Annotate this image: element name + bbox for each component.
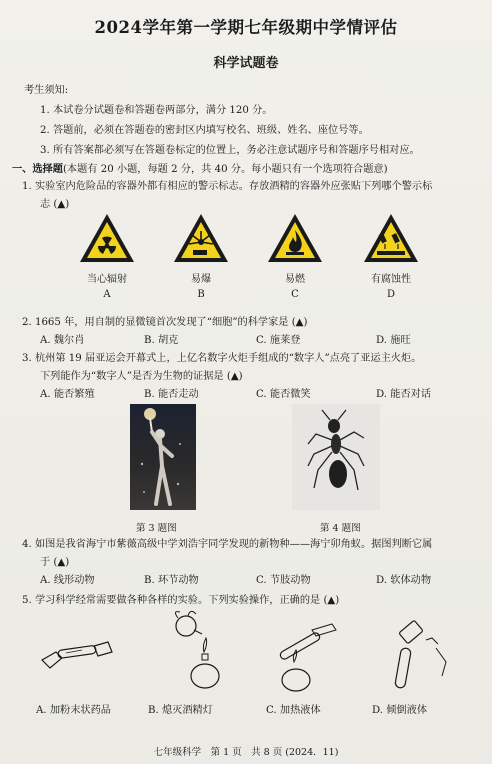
sign-caption: 当心辐射 [87, 274, 127, 285]
option-c[interactable]: C. 节肢动物 [256, 575, 311, 586]
sign-caption: 有腐蚀性 [371, 274, 411, 285]
figure-4-caption: 第 4 题图 [320, 523, 361, 534]
notice-item: 3. 所有答案都必须写在答题卷标定的位置上，务必注意试题序号和答题序号相对应。 [40, 145, 420, 156]
option-b[interactable]: B. 能否走动 [144, 389, 199, 400]
option-d[interactable]: D. 能否对话 [376, 389, 432, 400]
question-1-stem: 1. 实验室内危险品的容器外都有相应的警示标志。存放酒精的容器外应张贴下列哪个警示标 [22, 181, 433, 192]
heating-liquid-drawing[interactable] [272, 622, 348, 694]
option-c-sign[interactable] [264, 212, 326, 300]
option-d[interactable]: D. 软体动物 [376, 575, 432, 586]
sign-letter: D [386, 289, 396, 300]
question-4-stem-2: 于 (▲) [40, 557, 70, 568]
option-c[interactable]: C. 能否微笑 [256, 389, 311, 400]
blow-out-lamp-drawing[interactable] [158, 608, 228, 694]
notice-heading: 考生须知: [24, 85, 69, 96]
explosion-icon [172, 212, 230, 264]
flame-icon [266, 212, 324, 264]
question-3-stem-2: 下列能作为“数字人”是否为生物的证据是 (▲) [40, 371, 243, 382]
sign-caption: 易爆 [191, 274, 211, 285]
option-b[interactable]: B. 环节动物 [144, 575, 199, 586]
question-3-stem: 3. 杭州第 19 届亚运会开幕式上，上亿名数字火炬手组成的“数字人”点亮了亚运主火炬。 [22, 353, 422, 364]
option-c[interactable]: C. 加热液体 [266, 705, 321, 716]
option-d-sign[interactable] [360, 212, 422, 300]
option-b[interactable]: B. 胡克 [144, 335, 179, 346]
page-title: 2024学年第一学期七年级期中学情评估 [94, 18, 398, 37]
option-a-sign[interactable] [76, 212, 138, 300]
corrosive-icon [362, 212, 420, 264]
figure-3-caption: 第 3 题图 [136, 523, 177, 534]
notice-item: 2. 答题前，必须在答题卷的密封区内填写校名、班级、姓名、座位号等。 [40, 125, 369, 136]
torchbearer-photo [130, 404, 196, 510]
question-1-stem-2: 志 (▲) [40, 199, 70, 210]
sign-letter: C [291, 289, 299, 300]
option-b-sign[interactable] [170, 212, 232, 300]
question-5-stem: 5. 学习科学经常需要做各种各样的实验。下列实验操作，正确的是 (▲) [22, 595, 340, 606]
question-4-stem: 4. 如图是我省海宁市紫薇高级中学刘浩宇同学发现的新物种——海宁卯角蚁。据图判断它属 [22, 539, 433, 550]
option-a[interactable]: A. 线形动物 [40, 575, 95, 586]
option-a[interactable]: A. 加粉末状药品 [36, 705, 111, 716]
option-a[interactable]: A. 能否繁殖 [40, 389, 95, 400]
ant-photo [292, 404, 380, 510]
sign-letter: B [197, 289, 205, 300]
option-d[interactable]: D. 施旺 [376, 335, 411, 346]
section-heading: 一、选择题(本题有 20 小题，每题 2 分，共 40 分。每小题只有一个选项符合题意) [12, 163, 388, 175]
question-2-stem: 2. 1665 年，用自制的显微镜首次发现了“细胞”的科学家是 (▲) [22, 317, 308, 328]
page-subtitle: 科学试题卷 [213, 56, 279, 71]
sign-caption: 易燃 [285, 274, 305, 285]
pouring-liquid-drawing[interactable] [386, 618, 460, 694]
page-footer: 七年级科学 第 1 页 共 8 页 (2024．11) [153, 747, 339, 758]
option-b[interactable]: B. 熄灭酒精灯 [148, 705, 213, 716]
option-a[interactable]: A. 魏尔肖 [40, 335, 85, 346]
radiation-icon [78, 212, 136, 264]
option-c[interactable]: C. 施莱登 [256, 335, 301, 346]
notice-item: 1. 本试卷分试题卷和答题卷两部分，满分 120 分。 [40, 105, 273, 116]
option-d[interactable]: D. 倾倒液体 [372, 705, 428, 716]
powder-addition-drawing[interactable] [36, 622, 116, 692]
sign-letter: A [103, 289, 111, 300]
